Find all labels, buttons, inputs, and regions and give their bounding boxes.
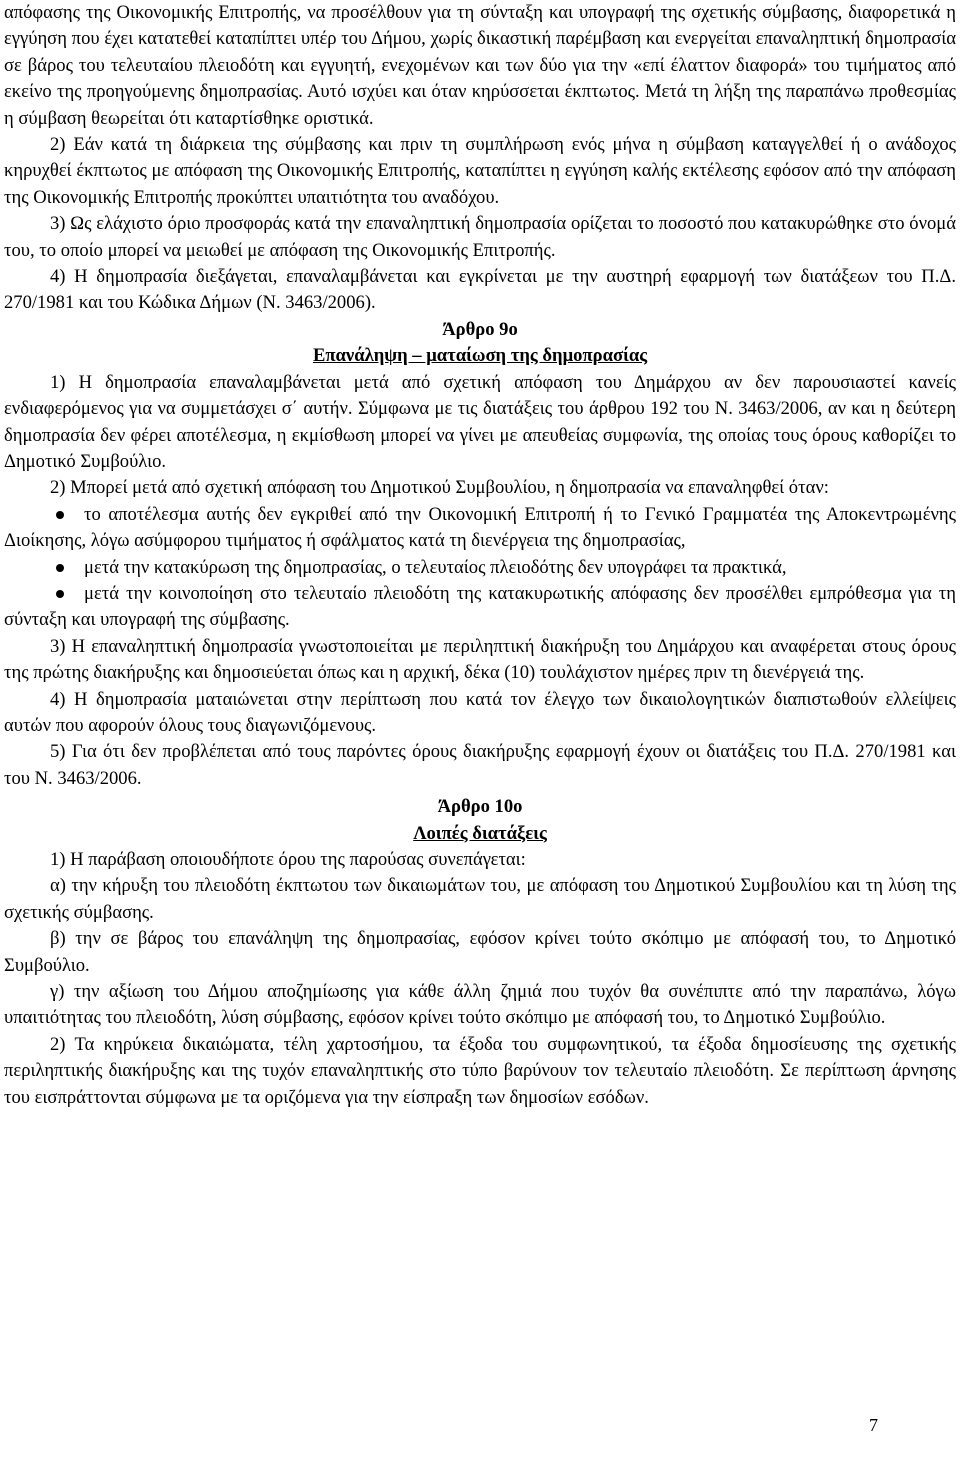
page-number: 7 [869,1415,878,1435]
article-10-item-a: α) την κήρυξη του πλειοδότη έκπτωτου των δικαιωμάτων του, με απόφαση του Δημοτικού Συμβουλίου και τη λύση της σχετικής σύμβασης. [4,875,956,923]
document-body [4,0,956,1111]
article-10-paragraph-2: 2) Τα κηρύκεια δικαιώματα, τέλη χαρτοσήμου, τα έξοδα του συμφωνητικού, τα έξοδα δημοσίευσης της σχετικής περιληπτικής διακήρυξης και της τυχόν επαναληπτικής στο τύπο βαρύνουν τον τελευταίο πλειοδότη. Σε περίπτωση άρνησης του εισπράττονται σύμφωνα με τα οριζόμενα για την είσπραξη των δημοσίων εσόδων. [4,1033,956,1108]
bullet-icon [56,511,64,519]
article-9-paragraph-2: 2) Μπορεί μετά από σχετική απόφαση του Δημοτικού Συμβουλίου, η δημοπρασία να επαναληφθεί όταν: [50,477,829,499]
article-9-paragraph-3: 3) Η επαναληπτική δημοπρασία γνωστοποιείται με περιληπτική διακήρυξη του Δημάρχου και αναφέρεται στους όρους της πρώτης διακήρυξης και δημοσιεύεται όπως και η αρχική, δέκα (10) τουλάχιστον ημέρες πριν τη διενέργειά της. [4,635,956,684]
article-9-title: Επανάληψη – ματαίωση της δημοπρασίας [312,345,648,367]
bullet-icon [56,590,64,598]
article-10-title: Λοιπές διατάξεις [413,822,547,844]
bullet-text: το αποτέλεσμα αυτής δεν εγκριθεί από την Οικονομική Επιτροπή ή το Γενικό Γραμματέα της Αποκεντρωμένης Διοίκησης, λόγω ασύμφορου τιμήματος ή σφάλματος κατά τη διενέργεια της δημοπρασίας, [4,503,956,552]
intro-paragraph-4: 4) Η δημοπρασία διεξάγεται, επαναλαμβάνεται και εγκρίνεται με την αυστηρή εφαρμογή των διατάξεων του Π.Δ. 270/1981 και του Κώδικα Δήμων (Ν. 3463/2006). [4,266,956,314]
article-10-paragraph-1: 1) Η παράβαση οποιουδήποτε όρου της παρούσας συνεπάγεται: [50,849,526,870]
article-9-paragraph-5: 5) Για ότι δεν προβλέπεται από τους παρόντες όρους διακήρυξης εφαρμογή έχουν οι διατάξεις του Π.Δ. 270/1981 και του Ν. 3463/2006. [4,741,956,789]
article-10-item-c: γ) την αξίωση του Δήμου αποζημίωσης για κάθε άλλη ζημιά που τυχόν θα συνέπιπτε από την παραπάνω, λόγω υπαιτιότητας του πλειοδότη, λύση σύμβασης, εφόσον κρίνει τούτο σκόπιμο με απόφασή του, το Δημοτικό Συμβούλιο. [4,981,956,1029]
article-9-paragraph-1: 1) Η δημοπρασία επαναλαμβάνεται μετά από σχετική απόφαση του Δημάρχου αν δεν παρουσιαστεί κανείς ενδιαφερόμενος για να συμμετάσχει σ΄ αυτήν. Σύμφωνα με τις διατάξεις του άρθρου 192 του Ν. 3463/2006, αν και η δεύτερη δημοπρασία δεν φέρει αποτέλεσμα, η εκμίσθωση μπορεί να γίνει με απευθείας συμφωνία, της οποίας τους όρους καθορίζει το Δημοτικό Συμβούλιο. [4,371,956,472]
article-9-number: Άρθρο 9ο [442,318,518,340]
intro-paragraph-2: 2) Εάν κατά τη διάρκεια της σύμβασης και πριν τη συμπλήρωση ενός μήνα η σύμβαση καταγγελθεί ή ο ανάδοχος κηρυχθεί έκπτωτος με απόφαση της Οικονομικής Επιτροπής, καταπίπτει η εγγύηση καλής εκτέλεσης εφόσον από την απόφαση της Οικονομικής Επιτροπής προκύπτει υπαιτιότητα του αναδόχου. [4,134,956,208]
article-10-number: Άρθρο 10ο [437,796,523,818]
article-9-bullet-2 [4,555,956,581]
intro-paragraph-3: 3) Ως ελάχιστο όριο προσφοράς κατά την επαναληπτική δημοπρασία ορίζεται το ποσοστό που κατακυρώθηκε στο όνομά του, το οποίο μπορεί να μειωθεί με απόφαση της Οικονομικής Επιτροπής. [4,213,956,261]
article-10-item-b: β) την σε βάρος του επανάληψη της δημοπρασίας, εφόσον κρίνει τούτο σκόπιμο με απόφασή του, το Δημοτικό Συμβούλιο. [4,928,956,976]
article-9-bullet-1 [4,502,956,555]
bullet-icon [56,564,64,572]
bullet-text: μετά την κοινοποίηση στο τελευταίο πλειοδότη της κατακυρωτικής απόφασης δεν προσέλθει εμπρόθεσμα για τη σύνταξη και υπογραφή της σύμβασης. [4,582,956,631]
article-9-paragraph-4: 4) Η δημοπρασία ματαιώνεται στην περίπτωση που κατά τον έλεγχο των δικαιολογητικών διαπιστωθούν ελλείψεις αυτών που αφορούν όλους τους διαγωνιζόμενους. [4,688,956,736]
bullet-text: μετά την κατακύρωση της δημοπρασίας, ο τελευταίος πλειοδότης δεν υπογράφει τα πρακτικά, [84,556,787,578]
intro-paragraph-1: απόφασης της Οικονομικής Επιτροπής, να προσέλθουν για τη σύνταξη και υπογραφή της σχετικής σύμβασης, διαφορετικά η εγγύηση που έχει κατατεθεί καταπίπτει υπέρ του Δήμου, χωρίς δικαστική παρέμβαση και ενεργείται επαναληπτική δημοπρασία σε βάρος του τελευταίου πλειοδότη και εγγυητή, ενεχομένων και των δύο για την «επί έλαττον διαφορά» του τιμήματος από εκείνο της προηγούμενης δημοπρασίας. Αυτό ισχύει και όταν κηρύσσεται έκπτωτος. Μετά τη λήξη της παραπάνω προθεσμίας η σύμβαση θεωρείται ότι καταρτίσθηκε οριστικά. [4,2,956,129]
article-9-bullet-3 [4,581,956,634]
